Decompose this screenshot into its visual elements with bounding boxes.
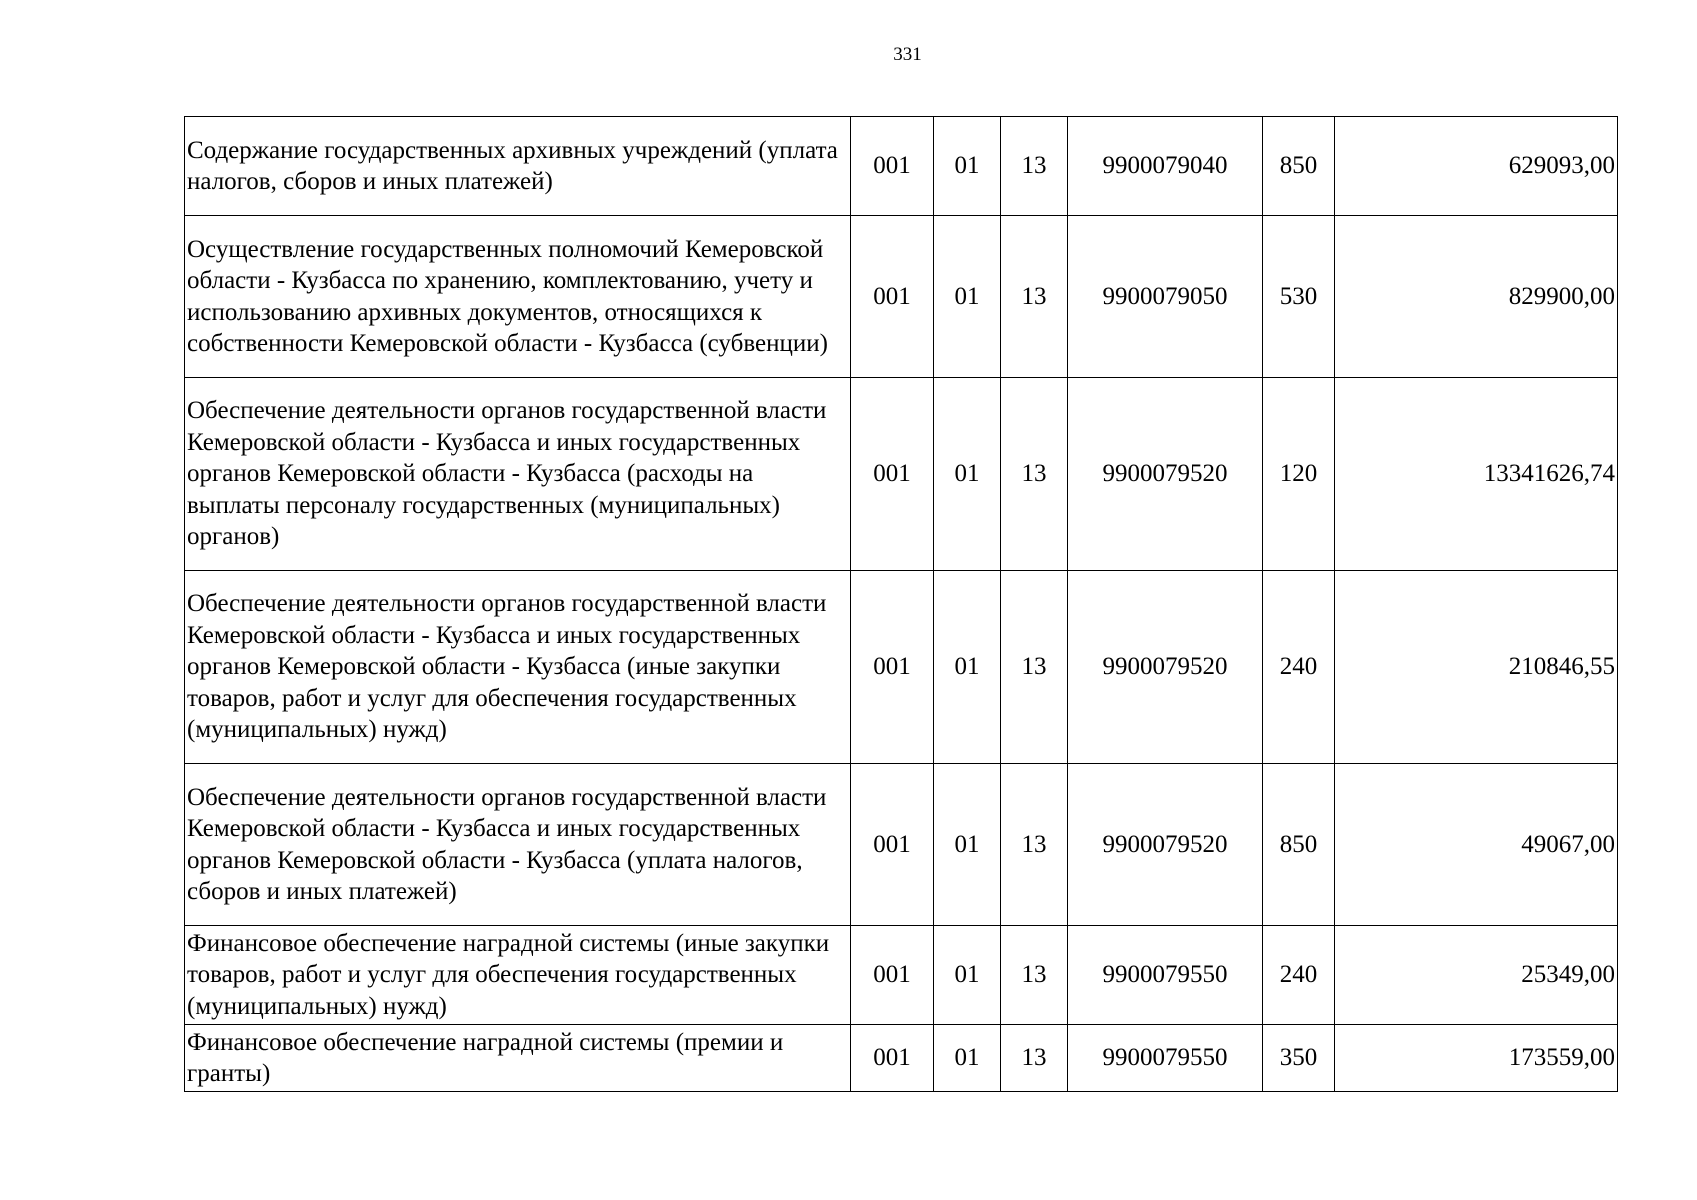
- subsection-code-cell: 13: [1001, 117, 1068, 216]
- expense-type-code-cell: 120: [1263, 378, 1335, 571]
- expense-type-code-cell: 240: [1263, 926, 1335, 1025]
- section-code-cell: 01: [934, 117, 1001, 216]
- expense-name-cell: Осуществление государственных полномочий Кемеровской области - Кузбасса по хранению, комплектованию, учету и использованию архивных документов, относящихся к собственности Кемеровской области - Кузбасса (субвенции): [185, 216, 851, 378]
- expense-name-cell: Финансовое обеспечение наградной системы (премии и гранты): [185, 1025, 851, 1092]
- target-article-code-cell: 9900079520: [1068, 571, 1263, 764]
- amount-cell: 25349,00: [1335, 926, 1618, 1025]
- expense-type-code-cell: 530: [1263, 216, 1335, 378]
- expense-name-cell: Содержание государственных архивных учреждений (уплата налогов, сборов и иных платежей): [185, 117, 851, 216]
- expense-name-cell: Обеспечение деятельности органов государственной власти Кемеровской области - Кузбасса и иных государственных органов Кемеровской области - Кузбасса (уплата налогов, сборов и иных платежей): [185, 764, 851, 926]
- department-code-cell: 001: [851, 216, 934, 378]
- section-code-cell: 01: [934, 926, 1001, 1025]
- budget-table: [184, 116, 1618, 1092]
- table-row: [185, 117, 1618, 216]
- section-code-cell: 01: [934, 216, 1001, 378]
- department-code-cell: 001: [851, 764, 934, 926]
- subsection-code-cell: 13: [1001, 926, 1068, 1025]
- expense-name-cell: Обеспечение деятельности органов государственной власти Кемеровской области - Кузбасса и иных государственных органов Кемеровской области - Кузбасса (расходы на выплаты персоналу государственных (муниципальных) органов): [185, 378, 851, 571]
- target-article-code-cell: 9900079040: [1068, 117, 1263, 216]
- table-row: [185, 216, 1618, 378]
- amount-cell: 173559,00: [1335, 1025, 1618, 1092]
- target-article-code-cell: 9900079520: [1068, 764, 1263, 926]
- subsection-code-cell: 13: [1001, 378, 1068, 571]
- table-row: [185, 764, 1618, 926]
- expense-type-code-cell: 240: [1263, 571, 1335, 764]
- amount-cell: 13341626,74: [1335, 378, 1618, 571]
- subsection-code-cell: 13: [1001, 571, 1068, 764]
- subsection-code-cell: 13: [1001, 764, 1068, 926]
- target-article-code-cell: 9900079520: [1068, 378, 1263, 571]
- department-code-cell: 001: [851, 926, 934, 1025]
- department-code-cell: 001: [851, 378, 934, 571]
- page-number: 331: [893, 44, 922, 65]
- section-code-cell: 01: [934, 571, 1001, 764]
- amount-cell: 629093,00: [1335, 117, 1618, 216]
- expense-type-code-cell: 850: [1263, 117, 1335, 216]
- target-article-code-cell: 9900079550: [1068, 1025, 1263, 1092]
- subsection-code-cell: 13: [1001, 1025, 1068, 1092]
- table-row: [185, 571, 1618, 764]
- section-code-cell: 01: [934, 378, 1001, 571]
- amount-cell: 49067,00: [1335, 764, 1618, 926]
- expense-type-code-cell: 350: [1263, 1025, 1335, 1092]
- expense-name-cell: Финансовое обеспечение наградной системы (иные закупки товаров, работ и услуг для обеспечения государственных (муниципальных) нужд): [185, 926, 851, 1025]
- section-code-cell: 01: [934, 1025, 1001, 1092]
- expense-type-code-cell: 850: [1263, 764, 1335, 926]
- table-row: [185, 378, 1618, 571]
- table-row: [185, 926, 1618, 1025]
- expense-name-cell: Обеспечение деятельности органов государственной власти Кемеровской области - Кузбасса и иных государственных органов Кемеровской области - Кузбасса (иные закупки товаров, работ и услуг для обеспечения государственных (муниципальных) нужд): [185, 571, 851, 764]
- department-code-cell: 001: [851, 571, 934, 764]
- department-code-cell: 001: [851, 1025, 934, 1092]
- amount-cell: 829900,00: [1335, 216, 1618, 378]
- amount-cell: 210846,55: [1335, 571, 1618, 764]
- table-row: [185, 1025, 1618, 1092]
- subsection-code-cell: 13: [1001, 216, 1068, 378]
- target-article-code-cell: 9900079550: [1068, 926, 1263, 1025]
- target-article-code-cell: 9900079050: [1068, 216, 1263, 378]
- department-code-cell: 001: [851, 117, 934, 216]
- section-code-cell: 01: [934, 764, 1001, 926]
